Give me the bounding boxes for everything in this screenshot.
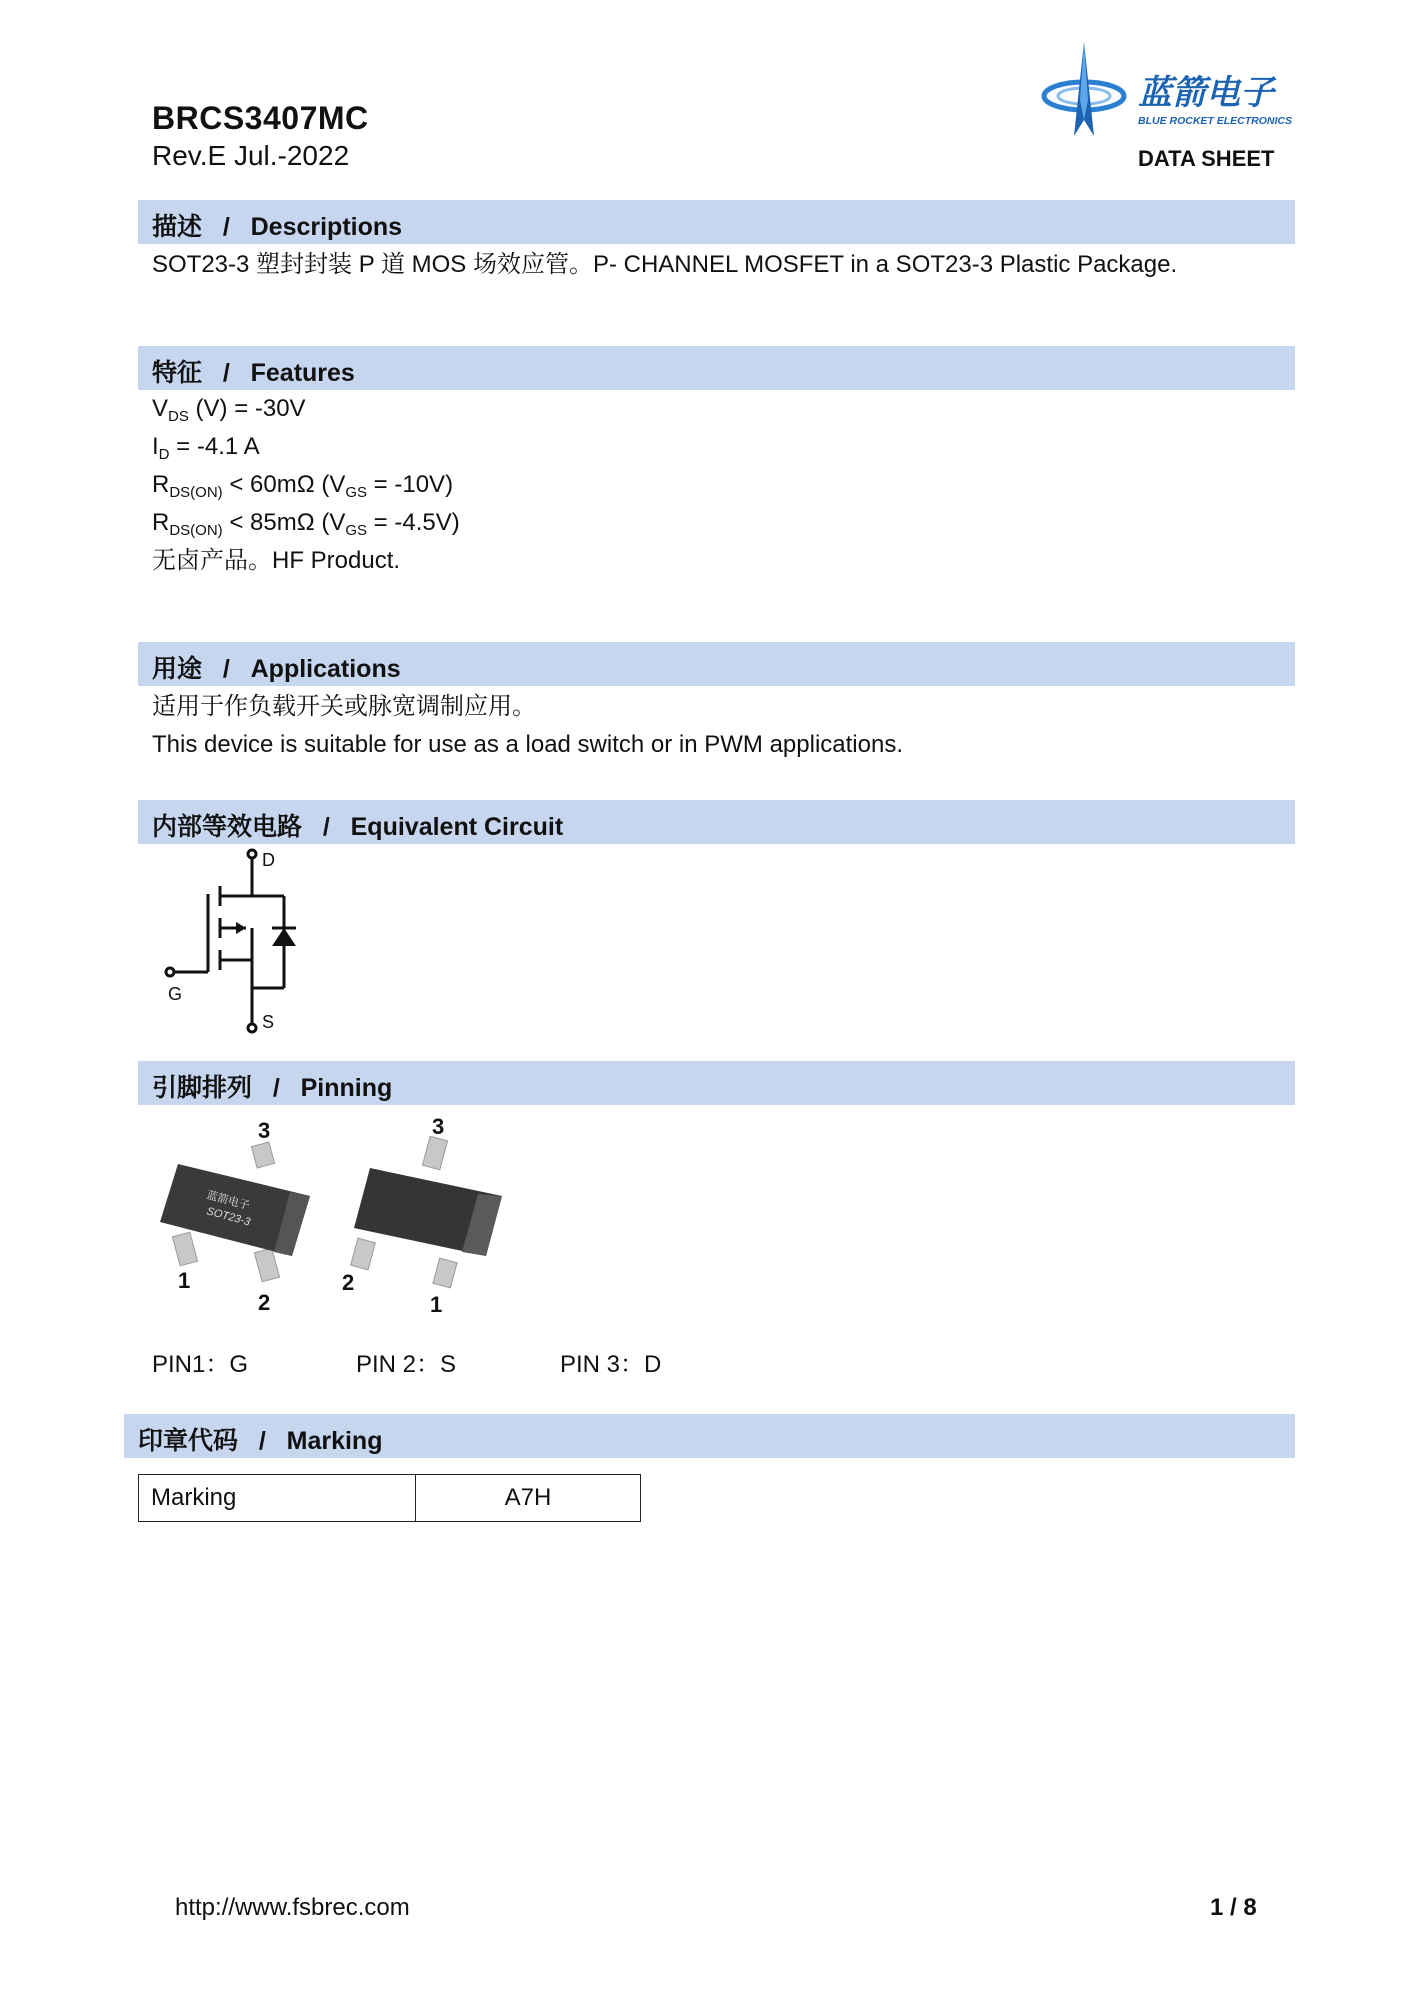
pkg-b-pin1-number: 1	[430, 1292, 443, 1317]
section-bar-equivalent-circuit	[138, 800, 1295, 844]
footer-url-link[interactable]: http://www.fsbrec.com	[175, 1894, 410, 1921]
section-title: 用途 / Applications	[152, 655, 401, 683]
marking-value-cell: A7H	[416, 1475, 641, 1522]
section-title: 特征 / Features	[152, 359, 355, 387]
source-label: S	[262, 1012, 275, 1032]
section-title: 印章代码 / Marking	[138, 1427, 383, 1455]
section-bar-features	[138, 346, 1295, 390]
pin3-assignment: PIN 3：D	[560, 1351, 662, 1378]
feature-id: $I_D = -4.1$ A	[152, 433, 260, 463]
logo-en-text: BLUE ROCKET ELECTRONICS	[1138, 115, 1293, 127]
package-marking-text: SOT23-3	[205, 1205, 252, 1229]
section-bar-applications	[138, 642, 1295, 686]
section-bar-descriptions	[138, 200, 1295, 244]
marking-table	[138, 1474, 641, 1522]
section-title: 描述 / Descriptions	[152, 213, 403, 241]
applications-text	[152, 688, 903, 764]
rocket-logo-icon	[1040, 40, 1300, 146]
mosfet-circuit-diagram	[160, 846, 320, 1036]
pkg-a-pin1-number: 1	[178, 1268, 191, 1293]
pkg-a-pin2-number: 2	[258, 1290, 271, 1315]
revision: Rev.E Jul.-2022	[152, 140, 350, 171]
feature-vds: $V_{DS}$ (V) = -30V	[152, 395, 306, 425]
section-title: 引脚排列 / Pinning	[152, 1074, 393, 1102]
feature-rds-on-10v: $R_{DS(ON)} < 60m\Omega$ $(V_{GS} = -10V)$	[152, 471, 454, 501]
feature-rds-on-4v5: $R_{DS(ON)} < 85m\Omega$ $(V_{GS} = -4.5V)$	[152, 509, 460, 539]
pkg-a-pin3-number: 3	[258, 1118, 271, 1143]
applications-en: This device is suitable for use as a load switch or in PWM applications.	[152, 731, 903, 758]
pin2-assignment: PIN 2：S	[356, 1351, 457, 1378]
applications-cn: 适用于作负载开关或脉宽调制应用。	[152, 693, 536, 720]
company-logo	[1040, 40, 1300, 146]
pkg-b-pin3-number: 3	[432, 1114, 445, 1139]
section-bar-marking	[124, 1414, 1295, 1458]
package-logo-text: 蓝箭电子	[205, 1188, 252, 1213]
sot23-package-top-view	[150, 1110, 330, 1320]
section-bar-pinning	[138, 1061, 1295, 1105]
marking-label-cell: Marking	[139, 1475, 416, 1522]
pkg-b-pin2-number: 2	[342, 1270, 355, 1295]
logo-cn-text: 蓝箭电子	[1138, 73, 1274, 113]
feature-halogen-free: 无卤产品。HF Product.	[152, 547, 401, 574]
sot23-package-bottom-view	[340, 1110, 520, 1320]
gate-label: G	[168, 984, 183, 1004]
features-list	[152, 390, 460, 580]
drain-label: D	[262, 850, 275, 870]
pin1-assignment: PIN1：G	[152, 1351, 249, 1378]
section-title: 内部等效电路 / Equivalent Circuit	[152, 813, 564, 841]
part-number: BRCS3407MC	[152, 100, 369, 136]
document-type: DATA SHEET	[1138, 146, 1275, 171]
page-number: 1 / 8	[1210, 1894, 1257, 1921]
descriptions-text: SOT23-3 塑封封装 P 道 MOS 场效应管。P- CHANNEL MOSFET in a SOT23-3 Plastic Package.	[152, 251, 1178, 278]
table-row	[139, 1475, 641, 1522]
